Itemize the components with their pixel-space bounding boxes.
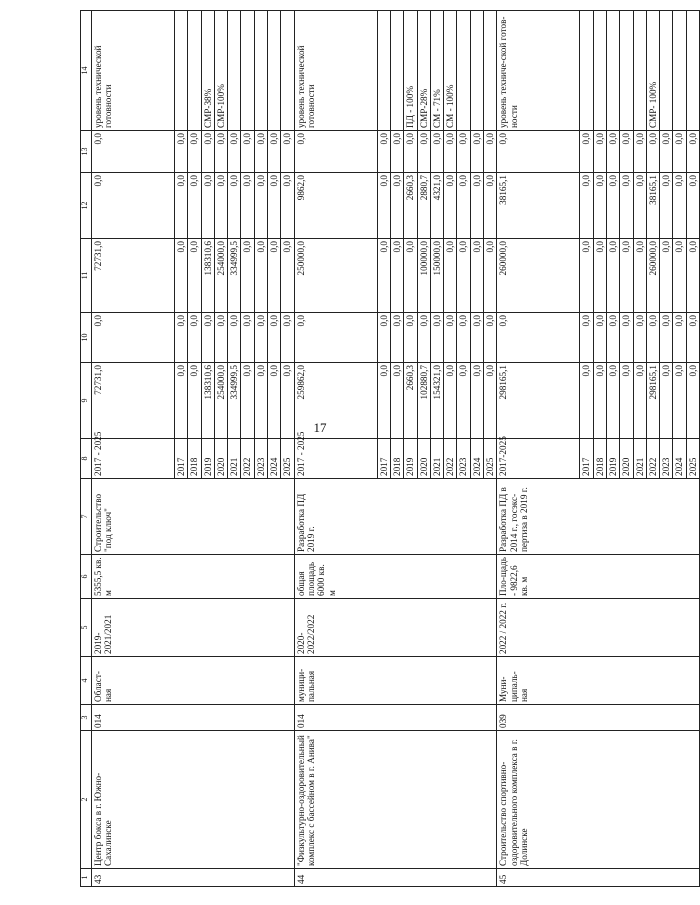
regional-value: 334999,5: [228, 239, 241, 313]
row-number: 43: [92, 869, 295, 887]
readiness-value: ПД - 100%: [404, 11, 417, 131]
other-value: 0,0: [580, 131, 593, 173]
total-value: 0,0: [660, 363, 673, 439]
regional-value: 254000,0: [214, 239, 227, 313]
municipal-value: 0,0: [673, 173, 686, 239]
federal-value: 0,0: [201, 313, 214, 363]
year: 2022: [646, 439, 659, 479]
col-number: 13: [81, 131, 92, 173]
regional-value: 0,0: [268, 239, 281, 313]
col-number: 1: [81, 869, 92, 887]
object-row: [92, 11, 175, 887]
total-value: 334999,5: [228, 363, 241, 439]
readiness-value: [188, 11, 201, 131]
column-number-row: [81, 11, 92, 887]
regional-value: 0,0: [593, 239, 606, 313]
readiness-value: СМ - 71%: [430, 11, 443, 131]
year: 2020: [417, 439, 430, 479]
other-value: 0,0: [281, 131, 294, 173]
readiness-label: уровень техниче-ской готов-ности: [497, 11, 580, 131]
row-number: 45: [497, 869, 700, 887]
regional-value: 0,0: [404, 239, 417, 313]
federal-value: 0,0: [294, 313, 377, 363]
federal-value: 0,0: [497, 313, 580, 363]
federal-value: 0,0: [404, 313, 417, 363]
regional-value: 0,0: [633, 239, 646, 313]
readiness-value: [620, 11, 633, 131]
other-value: 0,0: [201, 131, 214, 173]
municipal-value: 0,0: [580, 173, 593, 239]
col-number: 7: [81, 479, 92, 555]
regional-value: 0,0: [175, 239, 188, 313]
other-value: 0,0: [268, 131, 281, 173]
col-number: 12: [81, 173, 92, 239]
other-value: 0,0: [377, 131, 390, 173]
construction-years: 2020-2022/2022: [294, 599, 497, 657]
rotated-table-container: [80, 11, 698, 887]
readiness-value: [241, 11, 254, 131]
total-value: 0,0: [673, 363, 686, 439]
municipal-value: 0,0: [228, 173, 241, 239]
year: 2024: [470, 439, 483, 479]
readiness-value: СМР- 100%: [646, 11, 659, 131]
readiness-value: СМР-38%: [201, 11, 214, 131]
object-name: Центр бокса в г. Южно-Сахалинске: [92, 731, 295, 869]
federal-value: 0,0: [593, 313, 606, 363]
other-value: 0,0: [188, 131, 201, 173]
readiness-value: [470, 11, 483, 131]
project-status: Разработка ПД в 2014 г., госэкс-пертиза в 2019 г.: [497, 479, 700, 555]
municipal-value: 0,0: [92, 173, 175, 239]
year: 2023: [254, 439, 267, 479]
other-value: 0,0: [241, 131, 254, 173]
year: 2022: [241, 439, 254, 479]
regional-value: 250000,0: [294, 239, 377, 313]
total-value: 0,0: [175, 363, 188, 439]
readiness-value: [268, 11, 281, 131]
other-value: 0,0: [404, 131, 417, 173]
regional-value: 0,0: [390, 239, 403, 313]
regional-value: 0,0: [484, 239, 497, 313]
municipal-value: 0,0: [484, 173, 497, 239]
federal-value: 0,0: [457, 313, 470, 363]
year: 2024: [673, 439, 686, 479]
readiness-value: [254, 11, 267, 131]
total-value: 0,0: [377, 363, 390, 439]
total-value: 259862,0: [294, 363, 377, 439]
year: 2018: [390, 439, 403, 479]
construction-years: 2019-2021/2021: [92, 599, 295, 657]
year: 2019: [404, 439, 417, 479]
grbs-code: 039: [497, 705, 700, 731]
readiness-value: [457, 11, 470, 131]
other-value: 0,0: [254, 131, 267, 173]
other-value: 0,0: [417, 131, 430, 173]
other-value: 0,0: [646, 131, 659, 173]
total-value: 0,0: [633, 363, 646, 439]
other-value: 0,0: [430, 131, 443, 173]
year: 2017: [377, 439, 390, 479]
ownership: Муни-ципаль-ная: [497, 657, 700, 705]
total-value: 254000,0: [214, 363, 227, 439]
period: 2017-2025: [497, 439, 580, 479]
federal-value: 0,0: [254, 313, 267, 363]
other-value: 0,0: [457, 131, 470, 173]
regional-value: 138310,6: [201, 239, 214, 313]
federal-value: 0,0: [646, 313, 659, 363]
total-value: 0,0: [241, 363, 254, 439]
federal-value: 0,0: [188, 313, 201, 363]
federal-value: 0,0: [606, 313, 619, 363]
federal-value: 0,0: [673, 313, 686, 363]
federal-value: 0,0: [470, 313, 483, 363]
readiness-value: [228, 11, 241, 131]
municipal-value: 2880,7: [417, 173, 430, 239]
period: 2017 - 2025: [294, 439, 377, 479]
readiness-label: уровень технической готовности: [92, 11, 175, 131]
federal-value: 0,0: [241, 313, 254, 363]
col-number: 2: [81, 731, 92, 869]
regional-value: 0,0: [606, 239, 619, 313]
year: 2021: [228, 439, 241, 479]
federal-value: 0,0: [430, 313, 443, 363]
federal-value: 0,0: [214, 313, 227, 363]
municipal-value: 0,0: [444, 173, 457, 239]
municipal-value: 0,0: [593, 173, 606, 239]
year: 2023: [660, 439, 673, 479]
col-number: 6: [81, 555, 92, 599]
readiness-value: [580, 11, 593, 131]
col-number: 8: [81, 439, 92, 479]
total-value: 0,0: [457, 363, 470, 439]
readiness-value: [633, 11, 646, 131]
regional-value: 0,0: [673, 239, 686, 313]
federal-value: 0,0: [390, 313, 403, 363]
year: 2025: [686, 439, 699, 479]
capacity: 5355,5 кв. м: [92, 555, 295, 599]
municipal-value: 0,0: [268, 173, 281, 239]
municipal-value: 0,0: [457, 173, 470, 239]
federal-value: 0,0: [620, 313, 633, 363]
readiness-value: [593, 11, 606, 131]
col-number: 3: [81, 705, 92, 731]
municipal-value: 0,0: [470, 173, 483, 239]
municipal-value: 0,0: [175, 173, 188, 239]
total-value: 0,0: [390, 363, 403, 439]
col-number: 10: [81, 313, 92, 363]
year: 2022: [444, 439, 457, 479]
period: 2017 - 2025: [92, 439, 175, 479]
municipal-value: 0,0: [188, 173, 201, 239]
object-name: "Физкультурно-оздоровительный комплекс с бассейном в г. Анива": [294, 731, 497, 869]
total-value: 0,0: [470, 363, 483, 439]
total-value: 0,0: [606, 363, 619, 439]
municipal-value: 9862,0: [294, 173, 377, 239]
other-value: 0,0: [660, 131, 673, 173]
municipal-value: 0,0: [281, 173, 294, 239]
regional-value: 0,0: [457, 239, 470, 313]
readiness-value: [390, 11, 403, 131]
year: 2025: [484, 439, 497, 479]
grbs-code: 014: [294, 705, 497, 731]
readiness-value: [281, 11, 294, 131]
regional-value: 0,0: [241, 239, 254, 313]
regional-value: 0,0: [254, 239, 267, 313]
federal-value: 0,0: [444, 313, 457, 363]
other-value: 0,0: [470, 131, 483, 173]
other-value: 0,0: [673, 131, 686, 173]
other-value: 0,0: [175, 131, 188, 173]
readiness-value: [175, 11, 188, 131]
other-value: 0,0: [214, 131, 227, 173]
year: 2018: [593, 439, 606, 479]
readiness-value: [377, 11, 390, 131]
total-value: 72731,0: [92, 363, 175, 439]
municipal-value: 4321,0: [430, 173, 443, 239]
regional-value: 260000,0: [646, 239, 659, 313]
col-number: 9: [81, 363, 92, 439]
municipal-value: 2660,3: [404, 173, 417, 239]
municipal-value: 0,0: [241, 173, 254, 239]
total-value: 2660,3: [404, 363, 417, 439]
federal-value: 0,0: [417, 313, 430, 363]
total-value: 298165,1: [497, 363, 580, 439]
municipal-value: 38165,1: [497, 173, 580, 239]
other-value: 0,0: [633, 131, 646, 173]
regional-value: 260000,0: [497, 239, 580, 313]
other-value: 0,0: [497, 131, 580, 173]
year: 2021: [633, 439, 646, 479]
readiness-label: уровень технической готовности: [294, 11, 377, 131]
municipal-value: 0,0: [390, 173, 403, 239]
other-value: 0,0: [606, 131, 619, 173]
readiness-value: СМР-28%: [417, 11, 430, 131]
other-value: 0,0: [620, 131, 633, 173]
total-value: 0,0: [188, 363, 201, 439]
year: 2021: [430, 439, 443, 479]
regional-value: 0,0: [470, 239, 483, 313]
total-value: 0,0: [281, 363, 294, 439]
capacity: Пло-щадь - 9822,6 кв. м: [497, 555, 700, 599]
ownership: муници-пальная: [294, 657, 497, 705]
project-status: Разработка ПД 2019 г.: [294, 479, 497, 555]
readiness-value: СМ - 100%: [444, 11, 457, 131]
year: 2023: [457, 439, 470, 479]
regional-value: 72731,0: [92, 239, 175, 313]
investment-table: [80, 10, 700, 887]
total-value: 0,0: [254, 363, 267, 439]
federal-value: 0,0: [633, 313, 646, 363]
federal-value: 0,0: [484, 313, 497, 363]
federal-value: 0,0: [228, 313, 241, 363]
object-row: [294, 11, 377, 887]
other-value: 0,0: [390, 131, 403, 173]
municipal-value: 0,0: [606, 173, 619, 239]
total-value: 0,0: [580, 363, 593, 439]
other-value: 0,0: [686, 131, 699, 173]
grbs-code: 014: [92, 705, 295, 731]
regional-value: 100000,0: [417, 239, 430, 313]
object-row: [497, 11, 580, 887]
regional-value: 0,0: [686, 239, 699, 313]
regional-value: 150000,0: [430, 239, 443, 313]
year: 2025: [281, 439, 294, 479]
year: 2020: [620, 439, 633, 479]
year: 2018: [188, 439, 201, 479]
year: 2017: [580, 439, 593, 479]
total-value: 0,0: [484, 363, 497, 439]
table-body: [81, 11, 700, 887]
construction-years: 2022 / 2022 г.: [497, 599, 700, 657]
regional-value: 0,0: [580, 239, 593, 313]
federal-value: 0,0: [281, 313, 294, 363]
regional-value: 0,0: [620, 239, 633, 313]
total-value: 0,0: [268, 363, 281, 439]
capacity: общая площадь 6000 кв. м: [294, 555, 497, 599]
federal-value: 0,0: [660, 313, 673, 363]
federal-value: 0,0: [92, 313, 175, 363]
municipal-value: 0,0: [254, 173, 267, 239]
readiness-value: [606, 11, 619, 131]
regional-value: 0,0: [660, 239, 673, 313]
readiness-value: [673, 11, 686, 131]
object-name: Строительство спортивно-оздоровительного комплекса в г. Долинске: [497, 731, 700, 869]
other-value: 0,0: [444, 131, 457, 173]
other-value: 0,0: [228, 131, 241, 173]
year: 2020: [214, 439, 227, 479]
other-value: 0,0: [593, 131, 606, 173]
municipal-value: 0,0: [214, 173, 227, 239]
federal-value: 0,0: [268, 313, 281, 363]
municipal-value: 0,0: [633, 173, 646, 239]
year: 2017: [175, 439, 188, 479]
total-value: 0,0: [444, 363, 457, 439]
readiness-value: [686, 11, 699, 131]
federal-value: 0,0: [377, 313, 390, 363]
municipal-value: 38165,1: [646, 173, 659, 239]
ownership: Област-ная: [92, 657, 295, 705]
total-value: 138310,6: [201, 363, 214, 439]
total-value: 0,0: [620, 363, 633, 439]
total-value: 298165,1: [646, 363, 659, 439]
year: 2024: [268, 439, 281, 479]
total-value: 0,0: [686, 363, 699, 439]
col-number: 14: [81, 11, 92, 131]
total-value: 102880,7: [417, 363, 430, 439]
row-number: 44: [294, 869, 497, 887]
federal-value: 0,0: [175, 313, 188, 363]
regional-value: 0,0: [281, 239, 294, 313]
page-number: 17: [313, 420, 327, 435]
readiness-value: СМР-100%: [214, 11, 227, 131]
year: 2019: [201, 439, 214, 479]
municipal-value: 0,0: [620, 173, 633, 239]
federal-value: 0,0: [686, 313, 699, 363]
municipal-value: 0,0: [660, 173, 673, 239]
regional-value: 0,0: [444, 239, 457, 313]
regional-value: 0,0: [188, 239, 201, 313]
other-value: 0,0: [484, 131, 497, 173]
other-value: 0,0: [92, 131, 175, 173]
col-number: 4: [81, 657, 92, 705]
project-status: Строительство "под ключ": [92, 479, 295, 555]
col-number: 5: [81, 599, 92, 657]
regional-value: 0,0: [377, 239, 390, 313]
federal-value: 0,0: [580, 313, 593, 363]
readiness-value: [484, 11, 497, 131]
readiness-value: [660, 11, 673, 131]
other-value: 0,0: [294, 131, 377, 173]
col-number: 11: [81, 239, 92, 313]
municipal-value: 0,0: [686, 173, 699, 239]
municipal-value: 0,0: [377, 173, 390, 239]
total-value: 0,0: [593, 363, 606, 439]
year: 2019: [606, 439, 619, 479]
municipal-value: 0,0: [201, 173, 214, 239]
total-value: 154321,0: [430, 363, 443, 439]
